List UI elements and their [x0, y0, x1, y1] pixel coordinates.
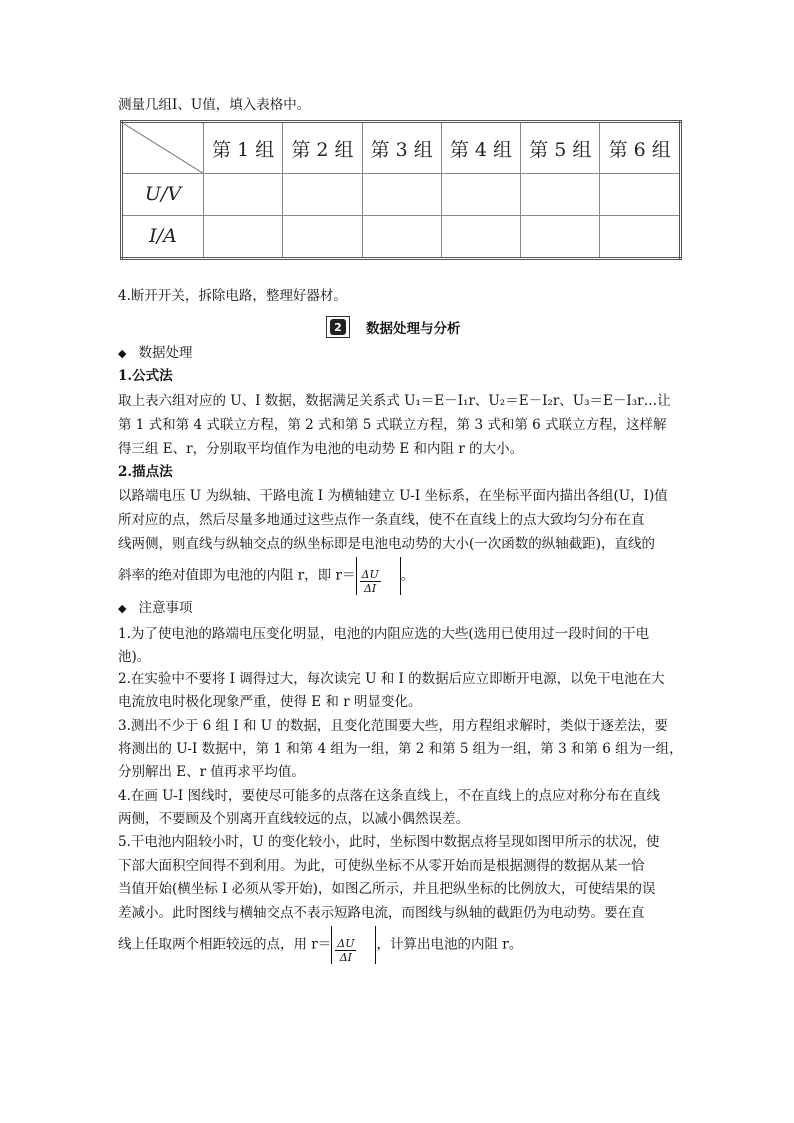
table-row [122, 174, 681, 215]
fraction-denominator: ΔI [363, 582, 377, 595]
plot-method-line: 所对应的点，然后尽量多地通过这些点作一条直线，使不在直线上的点大致均匀分布在直 [118, 512, 645, 528]
note-line: 当值开始(横坐标 I 必须从零开始)，如图乙所示，并且把纵坐标的比例放大，可使结果的误 [118, 881, 656, 897]
data-table [120, 120, 682, 260]
table-cell[interactable] [362, 174, 441, 215]
plot-method-title: 2.描点法 [118, 464, 173, 480]
formula-method-title: 1.公式法 [118, 368, 173, 384]
fraction-numerator: ΔU [337, 937, 355, 950]
table-row [122, 215, 681, 258]
data-processing-heading [118, 344, 192, 363]
table-cell[interactable] [521, 174, 600, 215]
table-cell[interactable] [600, 174, 681, 215]
plot-method-formula-line [118, 557, 414, 595]
note-formula-pre: 线上任取两个相距较远的点，用 r＝ [118, 936, 332, 953]
note-line: 电流放电时极化现象严重，使得 E 和 r 明显变化。 [118, 694, 422, 710]
fraction-denominator: ΔI [339, 951, 352, 964]
abs-fraction-du-di [356, 557, 401, 595]
table-cell[interactable] [521, 215, 600, 258]
section-number: 2 [330, 319, 346, 335]
plot-method-formula-post: 。 [400, 567, 415, 584]
notes-heading [118, 599, 192, 618]
notes-label: 注意事项 [138, 600, 193, 616]
note-line: 5.干电池内阻较小时，U 的变化较小，此时，坐标图中数据点将呈现如图甲所示的状况，使 [118, 834, 660, 850]
row-label-current: I/A [122, 215, 204, 258]
table-header: 第 1 组 [204, 122, 283, 174]
table-cell[interactable] [204, 174, 283, 215]
table-header: 第 3 组 [362, 122, 441, 174]
table-cell[interactable] [441, 215, 520, 258]
formula-method-line: 第 1 式和第 4 式联立方程，第 2 式和第 5 式联立方程，第 3 式和第 6 式联立方程，这样解 [118, 417, 667, 433]
note-line: 分别解出 E、r 值再求平均值。 [118, 764, 305, 780]
formula-method-line: 得三组 E、r，分别取平均值作为电池的电动势 E 和内阻 r 的大小。 [118, 441, 524, 457]
section-title: 数据处理与分析 [366, 321, 461, 337]
table-cell[interactable] [600, 215, 681, 258]
section-heading [326, 316, 461, 338]
plot-method-line: 以路端电压 U 为纵轴、干路电流 I 为横轴建立 U-I 坐标系，在坐标平面内描出各组(U，I)值 [118, 488, 668, 504]
note-line: 将测出的 U-I 数据中，第 1 和第 4 组为一组，第 2 和第 5 组为一组，第 3 和第 6 组为一组， [118, 741, 683, 757]
table-cell[interactable] [441, 174, 520, 215]
table-header-row [122, 122, 681, 174]
note-line: 1.为了使电池的路端电压变化明显，电池的内阻应选的大些(选用已使用过一段时间的干电 [118, 626, 650, 642]
note-line: 2.在实验中不要将 I 调得过大，每次读完 U 和 I 的数据后应立即断开电源，以免干电池在大 [118, 671, 665, 687]
note-line: 下部大面积空间得不到利用。为此，可使纵坐标不从零开始而是根据测得的数据从某一恰 [118, 858, 645, 874]
table-cell[interactable] [283, 174, 362, 215]
note-line: 3.测出不少于 6 组 I 和 U 的数据，且变化范围要大些，用方程组求解时，类似于逐差法，要 [118, 718, 668, 734]
note-line: 差减小。此时图线与横轴交点不表示短路电流，而图线与纵轴的截距仍为电动势。要在直 [118, 905, 645, 921]
table-header: 第 5 组 [521, 122, 600, 174]
table-header: 第 6 组 [600, 122, 681, 174]
step-4-text: 4.断开开关，拆除电路，整理好器材。 [118, 288, 347, 304]
table-cell[interactable] [362, 215, 441, 258]
plot-method-line: 线两侧，则直线与纵轴交点的纵坐标即是电池电动势的大小(一次函数的纵轴截距)，直线的 [118, 536, 656, 552]
table-cell[interactable] [283, 215, 362, 258]
note-formula-line [118, 926, 522, 964]
table-header: 第 2 组 [283, 122, 362, 174]
abs-fraction-du-di [331, 926, 376, 964]
note-line: 两侧，不要顾及个别离开直线较远的点，以减小偶然误差。 [118, 811, 469, 827]
note-line: 4.在画 U-I 图线时，要使尽可能多的点落在这条直线上，不在直线上的点应对称分布在直线 [118, 788, 660, 804]
section-number-icon [326, 316, 350, 338]
plot-method-formula-pre: 斜率的绝对值即为电池的内阻 r，即 r＝ [118, 567, 356, 584]
formula-method-line: 取上表六组对应的 U、I 数据，数据满足关系式 U₁＝E－I₁r、U₂＝E－I₂r、U₃＝E－I₃r…让 [118, 393, 671, 409]
diamond-bullet-icon: ◆ [118, 602, 127, 615]
fraction-numerator: ΔU [361, 568, 379, 581]
data-processing-label: 数据处理 [138, 345, 193, 361]
note-line: 池)。 [118, 649, 151, 665]
table-cell[interactable] [204, 215, 283, 258]
table-header: 第 4 组 [441, 122, 520, 174]
table-corner-cell [122, 122, 204, 174]
intro-text: 测量几组I、U值，填入表格中。 [118, 97, 311, 113]
row-label-voltage: U/V [122, 174, 204, 215]
diamond-bullet-icon: ◆ [118, 347, 127, 360]
note-formula-post: ，计算出电池的内阻 r。 [376, 936, 523, 953]
